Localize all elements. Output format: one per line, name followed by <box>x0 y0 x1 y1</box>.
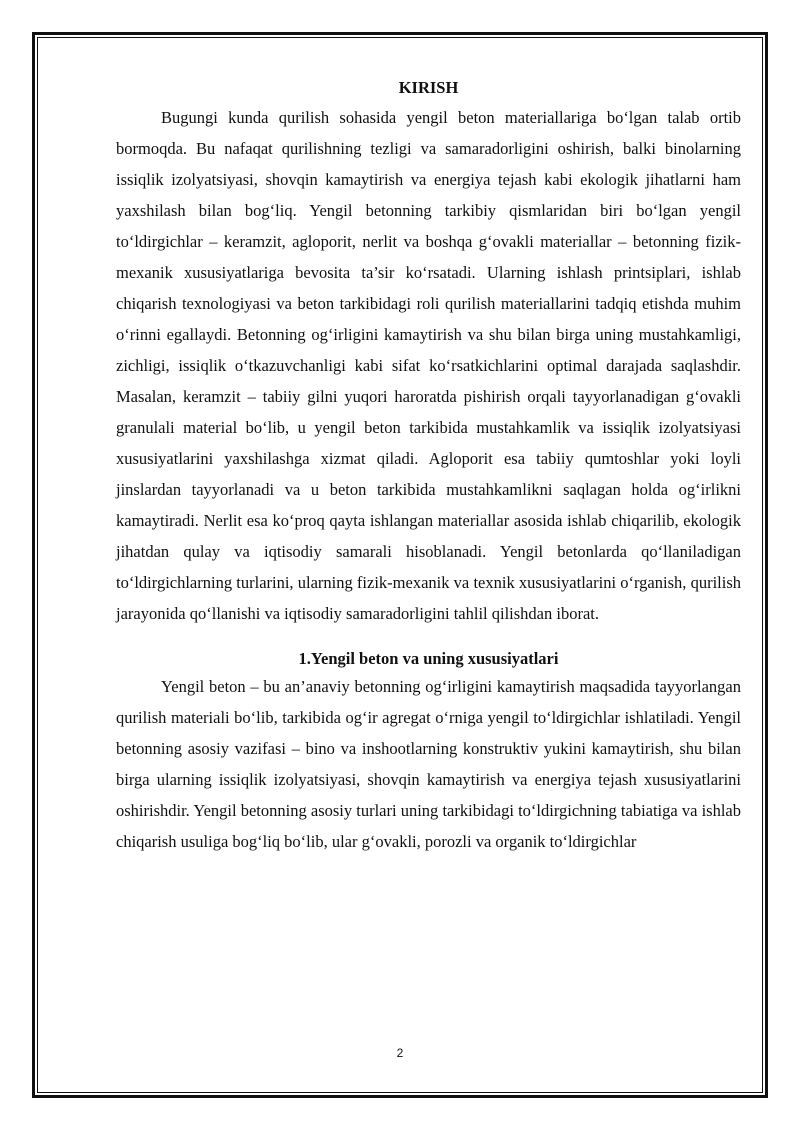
intro-heading: KIRISH <box>398 78 459 97</box>
page-content <box>116 74 741 857</box>
section-1-paragraph: Yengil beton – bu an’anaviy betonning og‘irligini kamaytirish maqsadida tayyorlangan qurilish materiali bo‘lib, tarkibida og‘ir agregat o‘rniga yengil to‘ldirgichlar ishlatiladi. Yengil betonning asosiy vazifasi – bino va inshootlarning konstruktiv yukini kamaytirish, shu bilan birga ularning issiqlik izolyatsiyasi, shovqin kamaytirish va energiya tejash xususiyatlarini oshirishdir. Yengil betonning asosiy turlari uning tarkibidagi to‘ldirgichning tabiatiga va ishlab chiqarish usuliga bog‘liq bo‘lib, ular g‘ovakli, porozli va organik to‘ldirgichlar <box>116 677 741 851</box>
page-number: 2 <box>396 1046 404 1060</box>
intro-paragraph: Bugungi kunda qurilish sohasida yengil beton materiallariga bo‘lgan talab ortib bormoqda. Bu nafaqat qurilishning tezligi va samaradorligini oshirish, balki binolarning issiqlik izolyatsiyasi, shovqin kamaytirish va energiya tejash kabi ekologik jihatlarni ham yaxshilash bilan bog‘liq. Yengil betonning tarkibiy qismlaridan biri bo‘lgan yengil to‘ldirgichlar – keramzit, agloporit, nerlit va boshqa g‘ovakli materiallar – betonning fizik-mexanik xususiyatlariga bevosita ta’sir ko‘rsatadi. Ularning ishlash printsiplari, ishlab chiqarish texnologiyasi va beton tarkibidagi roli qurilish materiallarini tadqiq etishda muhim o‘rinni egallaydi. Betonning og‘irligini kamaytirish va shu bilan birga uning mustahkamligi, zichligi, issiqlik o‘tkazuvchanligi kabi sifat ko‘rsatkichlarini optimal darajada saqlashdir. Masalan, keramzit – tabiiy gilni yuqori haroratda pishirish orqali tayyorlanadigan g‘ovakli granulali material bo‘lib, u yengil beton tarkibida mustahkamlik va issiqlik izolyatsiyasi xususiyatlarini yaxshilashga xizmat qiladi. Agloporit esa tabiiy qumtoshlar yoki loyli jinslardan tayyorlanadi va u beton tarkibida mustahkamlikni saqlagan holda og‘irlikni kamaytiradi. Nerlit esa ko‘proq qayta ishlangan materiallar asosida ishlab chiqarilib, ekologik jihatdan qulay va iqtisodiy samarali hisoblanadi. Yengil betonlarda qo‘llaniladigan to‘ldirgichlarning turlarini, ularning fizik-mexanik va texnik xususiyatlarini o‘rganish, qurilish jarayonida qo‘llanishi va iqtisodiy samaradorligini tahlil qilishdan iborat. <box>116 108 741 623</box>
section-1-heading: 1.Yengil beton va uning xususiyatlari <box>298 649 559 668</box>
